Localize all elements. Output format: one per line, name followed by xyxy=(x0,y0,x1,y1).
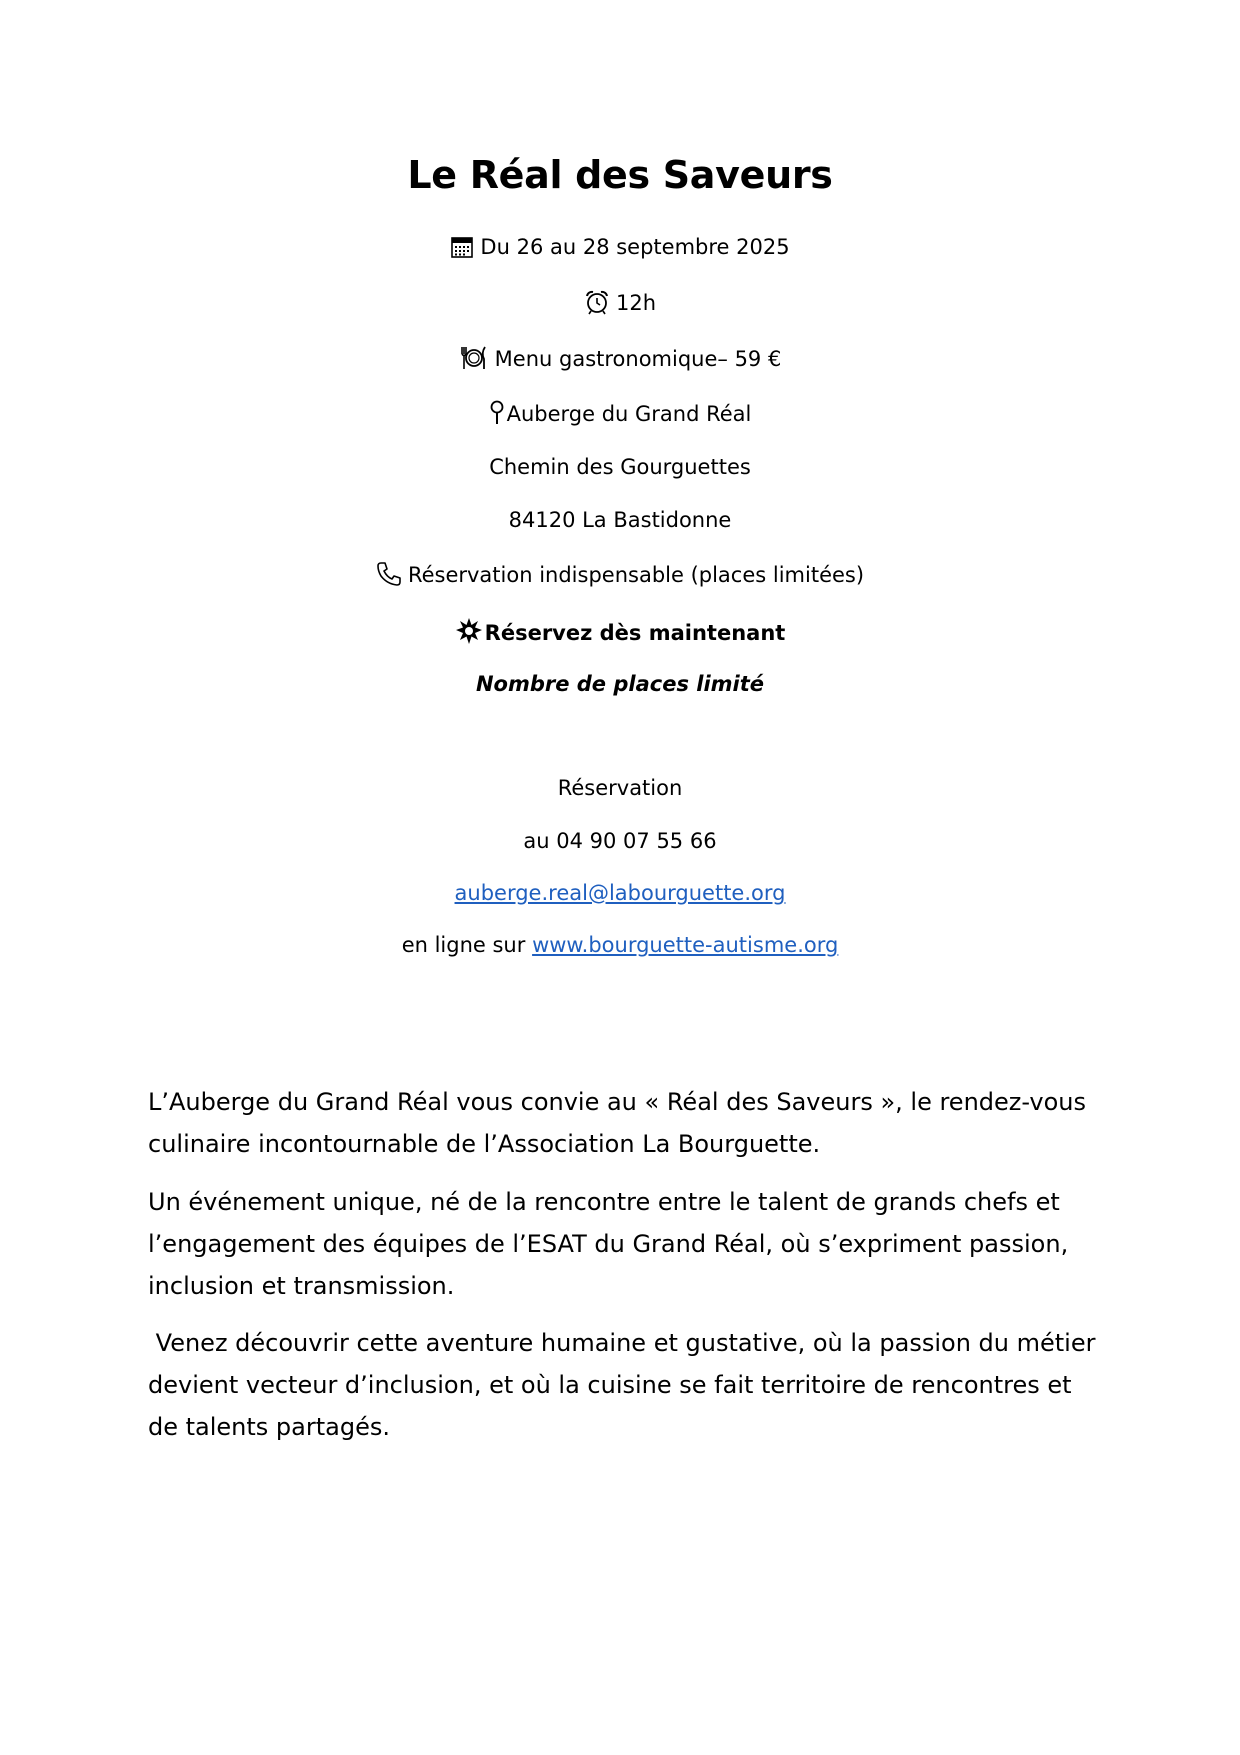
event-time: 12h xyxy=(615,291,657,315)
limited-places: Nombre de places limité xyxy=(475,672,765,696)
body-paragraph-2: Un événement unique, né de la rencontre entre le talent de grands chefs et l’engagement des équipes de l’ESAT du Grand Réal, où s’expriment passion, inclusion et transmission. xyxy=(148,1188,1069,1300)
body-paragraph-1: L’Auberge du Grand Réal vous convie au « Réal des Saveurs », le rendez-vous culinaire incontournable de l’Association La Bourguette. xyxy=(148,1088,1086,1158)
alarm-clock-icon xyxy=(584,289,610,315)
page-title: Le Réal des Saveurs xyxy=(407,153,833,197)
event-dates: Du 26 au 28 septembre 2025 xyxy=(480,235,790,259)
call-to-action: Réservez dès maintenant xyxy=(484,621,786,645)
event-venue: Auberge du Grand Réal xyxy=(506,402,752,426)
plate-cutlery-icon xyxy=(459,345,489,371)
contact-website-link[interactable]: www.bourguette-autisme.org xyxy=(532,933,839,957)
booking-note-line xyxy=(0,561,1240,589)
contact-heading: Réservation xyxy=(557,776,683,800)
phone-icon xyxy=(376,561,402,587)
contact-email-line xyxy=(0,879,1240,907)
event-time-line xyxy=(0,289,1240,317)
event-menu: Menu gastronomique– 59 € xyxy=(494,347,782,371)
event-city: 84120 La Bastidonne xyxy=(508,508,732,532)
calendar-icon xyxy=(450,235,474,259)
contact-online-line xyxy=(0,931,1240,959)
contact-online-prefix: en ligne sur xyxy=(401,933,526,957)
event-venue-line xyxy=(0,400,1240,428)
event-dates-line xyxy=(0,233,1240,261)
contact-email-link[interactable]: auberge.real@labourguette.org xyxy=(454,881,786,905)
event-menu-line xyxy=(0,345,1240,373)
map-pin-icon xyxy=(489,400,505,426)
call-to-action-line xyxy=(0,617,1240,647)
contact-phone: au 04 90 07 55 66 xyxy=(523,829,717,853)
body-paragraph-3: Venez découvrir cette aventure humaine et gustative, où la passion du métier devient vecteur d’inclusion, et où la cuisine se fait territoire de rencontres et de talents partagés. xyxy=(148,1329,1104,1441)
event-street: Chemin des Gourguettes xyxy=(489,455,751,479)
starburst-icon xyxy=(455,617,483,645)
booking-note: Réservation indispensable (places limitées) xyxy=(407,563,865,587)
